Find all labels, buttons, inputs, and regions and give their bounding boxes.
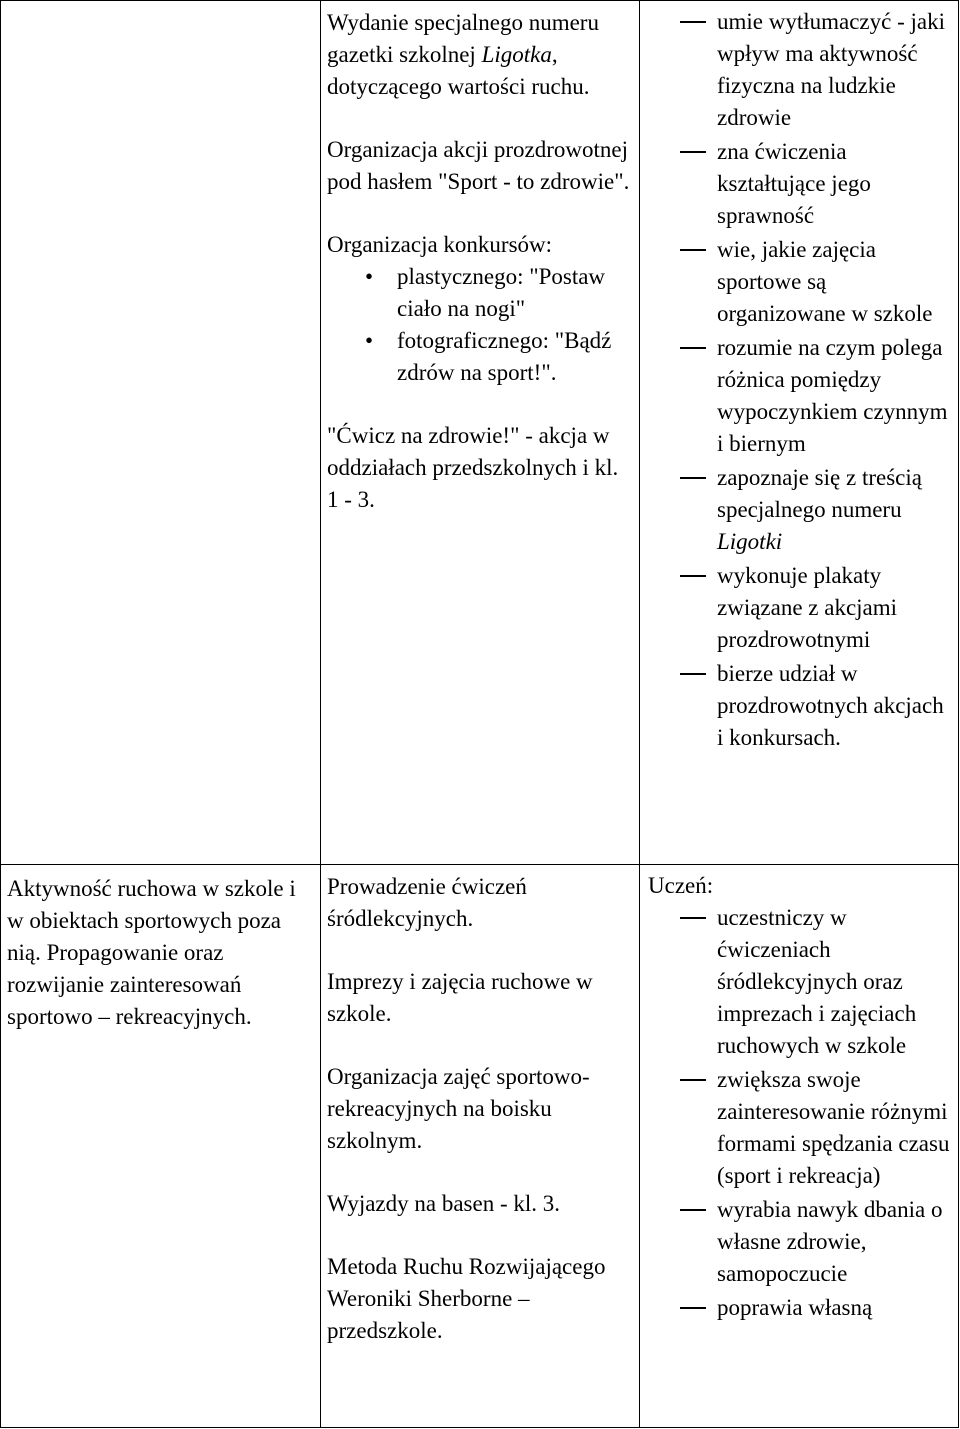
row2-goal-text: Aktywność ruchowa w szkole i w obiektach sportowych poza nią. Propagowanie oraz rozwijanie zainteresowań sportowo – rekreacyjnych. <box>7 876 296 1029</box>
dash-icon <box>680 1209 706 1211</box>
student-heading: Uczeń: <box>648 873 714 898</box>
dash-icon <box>680 575 706 577</box>
activity-text: Metoda Ruchu Rozwijającego Weroniki Sherborne – przedszkole. <box>327 1254 606 1343</box>
list-item: rozumie na czym polega różnica pomiędzy wypoczynkiem czynnym i biernym <box>648 332 952 460</box>
activity-text: Wyjazdy na basen - kl. 3. <box>327 1191 561 1216</box>
dash-icon <box>680 151 706 153</box>
row2-outcomes-cell <box>640 865 959 1428</box>
list-item: wyrabia nawyk dbania o własne zdrowie, samopoczucie <box>648 1194 952 1290</box>
dash-icon <box>680 477 706 479</box>
table-row <box>1 1 959 865</box>
dash-icon <box>680 249 706 251</box>
dash-icon <box>680 1079 706 1081</box>
bullet-icon: • <box>365 264 374 289</box>
table-row <box>1 865 959 1428</box>
list-item: zapoznaje się z treścią specjalnego numeru Ligotki <box>648 462 952 558</box>
activity-text: Imprezy i zajęcia ruchowe w szkole. <box>327 969 593 1026</box>
dash-icon <box>680 1307 706 1309</box>
row1-activities-cell <box>321 1 640 865</box>
list-item: • plastycznego: "Postaw ciało na nogi" <box>327 261 631 325</box>
outcomes-list <box>648 6 952 754</box>
dash-icon <box>680 21 706 23</box>
list-item: zna ćwiczenia kształtujące jego sprawność <box>648 136 952 232</box>
list-item: wie, jakie zajęcia sportowe są organizowane w szkole <box>648 234 952 330</box>
bullet-icon: • <box>365 328 374 353</box>
row2-activities-cell <box>321 865 640 1428</box>
list-item: bierze udział w prozdrowotnych akcjach i konkursach. <box>648 658 952 754</box>
dash-icon <box>680 673 706 675</box>
activity-text: Wydanie specjalnego numeru gazetki szkolnej Ligotka, dotyczącego wartości ruchu. <box>327 10 599 99</box>
list-item: zwiększa swoje zainteresowanie różnymi formami spędzania czasu (sport i rekreacja) <box>648 1064 952 1192</box>
row1-outcomes-cell <box>640 1 959 865</box>
list-item: • fotograficznego: "Bądź zdrów na sport!". <box>327 325 631 389</box>
contest-list <box>327 261 631 389</box>
dash-icon <box>680 347 706 349</box>
activity-text: "Ćwicz na zdrowie!" - akcja w oddziałach przedszkolnych i kl. 1 - 3. <box>327 423 619 512</box>
activity-text: Prowadzenie ćwiczeń śródlekcyjnych. <box>327 874 527 931</box>
row1-goal-cell <box>1 1 321 865</box>
row2-goal-cell <box>1 865 321 1428</box>
dash-icon <box>680 917 706 919</box>
list-item: poprawia własną <box>648 1292 952 1324</box>
list-item: umie wytłumaczyć - jaki wpływ ma aktywność fizyczna na ludzkie zdrowie <box>648 6 952 134</box>
activity-text: Organizacja akcji prozdrowotnej pod hasłem "Sport - to zdrowie". <box>327 137 630 194</box>
list-item: uczestniczy w ćwiczeniach śródlekcyjnych oraz imprezach i zajęciach ruchowych w szkole <box>648 902 952 1062</box>
outcomes-list <box>648 902 952 1324</box>
list-item: wykonuje plakaty związane z akcjami prozdrowotnymi <box>648 560 952 656</box>
activity-text: Organizacja konkursów: <box>327 232 553 257</box>
activity-text: Organizacja zajęć sportowo-rekreacyjnych na boisku szkolnym. <box>327 1064 590 1153</box>
